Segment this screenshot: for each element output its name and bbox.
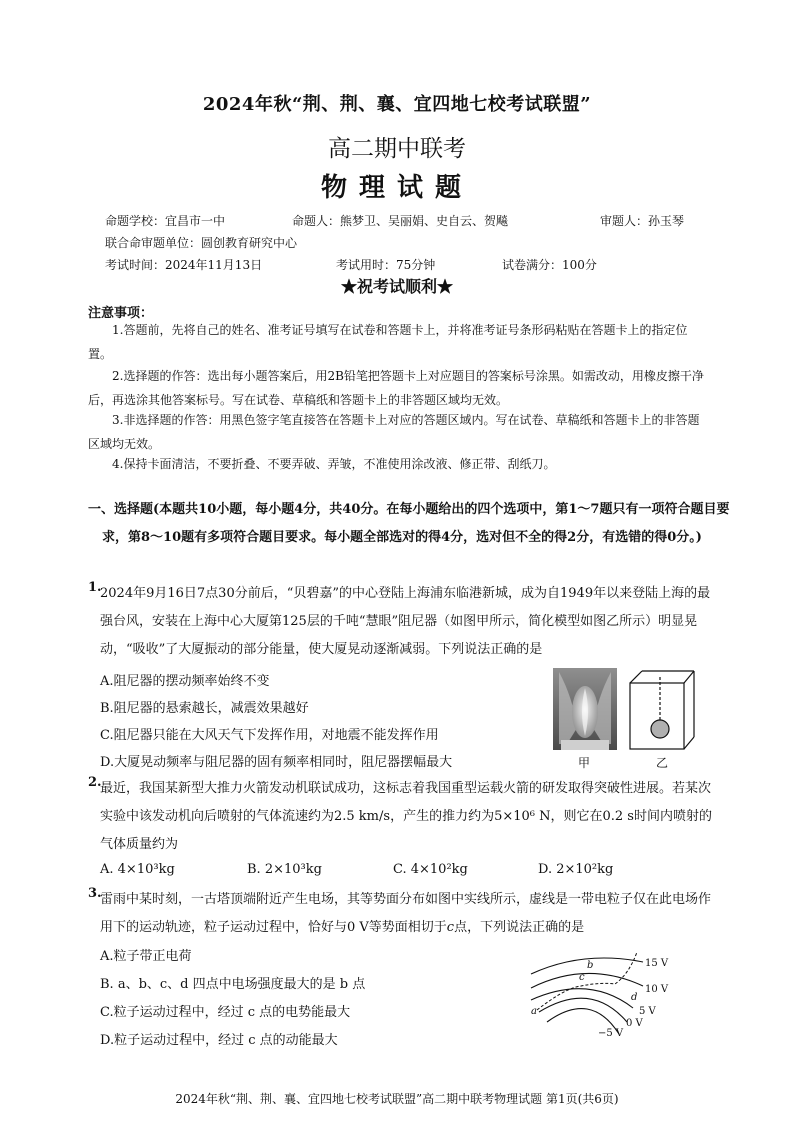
question-number: 1. [88, 580, 102, 595]
note-item: 3.非选择题的作答：用黑色签字笔直接答在答题卡上对应的答题区域内。写在试卷、草稿纸和答题卡上的非答题区域均无效。 [88, 413, 700, 451]
potential-label-neg5v: −5 V [598, 1028, 624, 1038]
question-stem [100, 886, 714, 942]
equipotential-figure [525, 948, 675, 1038]
potential-label-0v: 0 V [626, 1018, 643, 1029]
meta-full-score: 试卷满分：100分 [502, 258, 597, 272]
option-c: C.阻尼器只能在大风天气下发挥作用，对地震不能发挥作用 [100, 728, 439, 743]
option-b: B. a、b、c、d 四点中电场强度最大的是 b 点 [100, 977, 366, 992]
question-stem-part: 点，下列说法正确的是 [454, 920, 585, 935]
question-stem: 最近，我国某新型大推力火箭发动机联试成功，这标志着我国重型运载火箭的研发取得突破性进展。若某次实验中该发动机向后喷射的气体流速约为2.5 km/s，产生的推力约为5×10⁶ N，则它在0.2 s时间内喷射的气体质量约为 [100, 781, 712, 852]
point-label-c: c [446, 920, 455, 935]
potential-label-15v: 15 V [645, 958, 669, 969]
page-footer: 2024年秋“荆、荆、襄、宜四地七校考试联盟”高二期中联考物理试题 第1页(共6页) [175, 1092, 619, 1106]
question-number: 2. [88, 775, 102, 790]
question-stem: 2024年9月16日7点30分前后，“贝碧嘉”的中心登陆上海浦东临港新城，成为自1949年以来登陆上海的最强台风，安装在上海中心大厦第125层的千吨“慧眼”阻尼器（如图甲所示，简化模型如图乙所示）明显晃动，“吸收”了大厦振动的部分能量，使大厦晃动逐渐减弱。下列说法正确的是 [100, 586, 711, 657]
option-b: B.阻尼器的悬索越长，减震效果越好 [100, 701, 309, 716]
note-item: 1.答题前，先将自己的姓名、准考证号填写在试卷和答题卡上，并将准考证号条形码粘贴在答题卡上的指定位置。 [88, 323, 688, 361]
option-a: A.阻尼器的摆动频率始终不变 [100, 674, 270, 689]
option-d: D. 2×10²kg [538, 862, 614, 877]
point-label-d: d [631, 992, 638, 1003]
exam-alliance-title: 2024年秋“荆、荆、襄、宜四地七校考试联盟” [202, 94, 592, 115]
exam-title: 物理试题 [320, 173, 473, 203]
point-label-a: a [531, 1006, 537, 1017]
question-stem-part: 雷雨中某时刻，一古塔顶端附近产生电场，其等势面分布如图中实线所示，虚线是一带电粒子仅在此电场作用下的运动轨迹，粒子运动过程中，恰好与0 V等势面相切于 [100, 892, 712, 935]
note-item: 4.保持卡面清洁，不要折叠、不要弄破、弄皱，不准使用涂改液、修正带、刮纸刀。 [112, 457, 556, 471]
note-item: 2.选择题的作答：选出每小题答案后，用2B铅笔把答题卡上对应题目的答案标号涂黑。如需改动，用橡皮擦干净后，再选涂其他答案标号。写在试卷、草稿纸和答题卡上的非答题区域均无效。 [88, 369, 704, 407]
point-label-b: b [587, 960, 594, 971]
option-a: A. 4×10³kg [100, 862, 175, 877]
pendulum-model-figure [626, 667, 698, 753]
option-d: D.大厦晃动频率与阻尼器的固有频率相同时，阻尼器摆幅最大 [100, 755, 453, 770]
meta-reviewer: 审题人：孙玉琴 [600, 214, 685, 228]
potential-label-5v: 5 V [639, 1006, 656, 1017]
meta-school: 命题学校：宜昌市一中 [105, 214, 226, 228]
option-b: B. 2×10³kg [247, 862, 322, 877]
meta-joint-unit: 联合命审题单位：圆创教育研究中心 [105, 236, 298, 250]
figure-label-yi: 乙 [656, 756, 669, 770]
meta-date: 考试时间：2024年11月13日 [105, 258, 263, 272]
exam-subtitle: 高二期中联考 [328, 136, 466, 162]
option-c: C. 4×10²kg [393, 862, 468, 877]
potential-label-10v: 10 V [645, 984, 669, 995]
option-d: D.粒子运动过程中，经过 c 点的动能最大 [100, 1033, 338, 1048]
question-number: 3. [88, 886, 102, 901]
notes-title: 注意事项： [88, 306, 154, 321]
option-c: C.粒子运动过程中，经过 c 点的电势能最大 [100, 1005, 351, 1020]
option-a: A.粒子带正电荷 [100, 949, 192, 964]
damper-photo-figure [553, 668, 617, 750]
figure-label-jia: 甲 [578, 756, 591, 770]
meta-authors: 命题人：熊梦卫、吴丽娟、史自云、贺飚 [292, 214, 509, 228]
equipotential-line-10v [531, 973, 643, 988]
blessing: ★祝考试顺利★ [340, 277, 453, 296]
point-label-c: c [579, 972, 585, 983]
meta-duration: 考试用时：75分钟 [336, 258, 436, 272]
section-heading: 一、选择题(本题共10小题，每小题4分，共40分。在每小题给出的四个选项中，第1～7题只有一项符合题目要求，第8～10题有多项符合题目要求。每小题全部选对的得4分，选对但不全的得2分，有选错的得0分。) [88, 502, 730, 545]
